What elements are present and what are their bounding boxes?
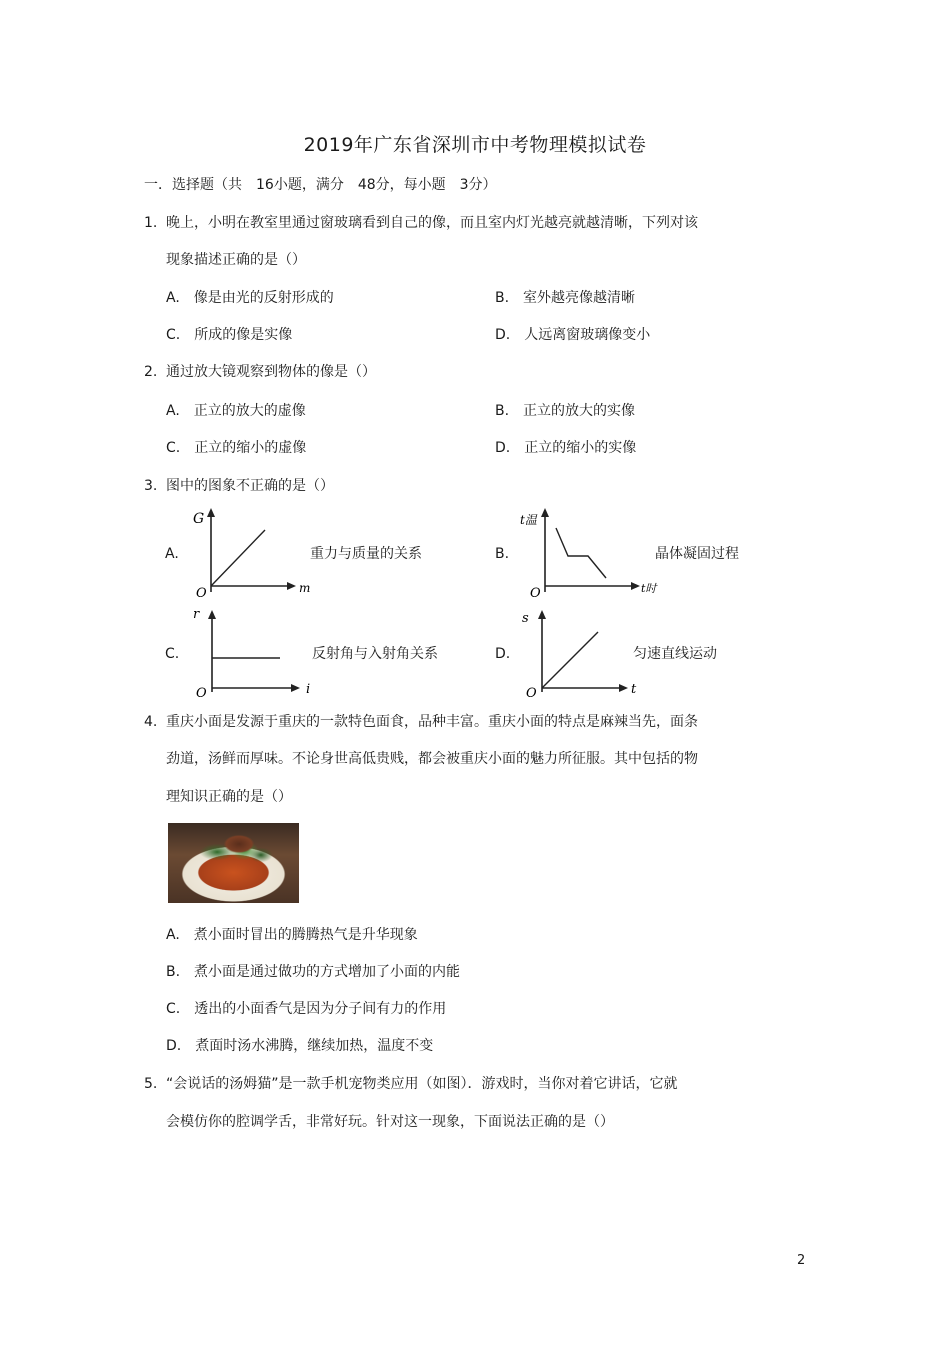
question-4-text-line-2: 劲道，汤鲜而厚味。不论身世高低贵贱，都会被重庆小面的魅力所征服。其中包括的物 [166, 751, 698, 767]
graph-a-y-arrow-icon [207, 508, 215, 517]
question-1-text-line-2: 现象描述正确的是（） [166, 252, 306, 268]
graph-c-y-axis-label: r [193, 607, 200, 622]
question-1-number: 1. [144, 215, 158, 231]
graph-c-x-arrow-icon [291, 684, 300, 692]
question-1-option-b: B. 室外越亮像越清晰 [495, 290, 636, 306]
noodle-meat [224, 835, 254, 853]
question-4-option-b: B. 煮小面是通过做功的方式增加了小面的内能 [166, 964, 461, 980]
question-4-number: 4. [144, 714, 158, 730]
graph-c-y-arrow-icon [208, 610, 216, 619]
graph-b-y-arrow-icon [541, 508, 549, 517]
page-title: 2019年广东省深圳市中考物理模拟试卷 [303, 134, 647, 156]
graph-d-line [542, 632, 598, 688]
graph-c-caption: 反射角与入射角关系 [312, 646, 438, 662]
question-3-text-line-1: 图中的图象不正确的是（） [166, 478, 334, 494]
question-4-text-line-1: 重庆小面是发源于重庆的一款特色面食，品种丰富。重庆小面的特点是麻辣当先，面条 [166, 714, 698, 730]
question-3-number: 3. [144, 478, 158, 494]
graph-b-caption: 晶体凝固过程 [655, 546, 739, 562]
graph-a-gravity-mass [190, 506, 315, 598]
graph-a-x-arrow-icon [287, 582, 296, 590]
graph-d-y-axis-label: s [522, 611, 529, 626]
question-2-option-c: C. 正立的缩小的虚像 [166, 440, 307, 456]
noodle-bowl-photo [168, 823, 299, 903]
question-4-text-line-3: 理知识正确的是（） [166, 789, 292, 805]
graph-d-caption: 匀速直线运动 [633, 646, 717, 662]
graph-d-origin-label: O [526, 686, 537, 698]
graph-b-y-axis-label: t温 [520, 513, 537, 527]
question-2-option-d: D. 正立的缩小的实像 [495, 440, 637, 456]
graph-d-x-arrow-icon [619, 684, 628, 692]
section-heading: 一．选择题（共 16小题，满分 48分，每小题 3分） [144, 177, 497, 193]
graph-c-origin-label: O [196, 686, 207, 698]
page-number: 2 [797, 1253, 806, 1268]
graph-b-label: B. [495, 546, 510, 562]
graph-b-solidification [518, 506, 660, 598]
question-2-option-a: A. 正立的放大的虚像 [166, 403, 306, 419]
question-5-text-line-1: “会说话的汤姆猫”是一款手机宠物类应用（如图）．游戏时，当你对着它讲话，它就 [166, 1076, 678, 1092]
question-1-option-c: C. 所成的像是实像 [166, 327, 293, 343]
question-4-option-a: A. 煮小面时冒出的腾腾热气是升华现象 [166, 927, 418, 943]
question-2-text-line-1: 通过放大镜观察到物体的像是（） [166, 364, 376, 380]
graph-d-x-axis-label: t [631, 682, 637, 697]
question-4-option-d: D. 煮面时汤水沸腾，继续加热，温度不变 [166, 1038, 434, 1054]
graph-b-x-axis-label: t时 [641, 582, 657, 595]
graph-d-uniform-motion [520, 604, 650, 698]
graph-b-origin-label: O [530, 586, 541, 598]
graph-b-x-arrow-icon [631, 582, 640, 590]
graph-c-reflection [190, 604, 320, 698]
question-1-option-d: D. 人远离窗玻璃像变小 [495, 327, 651, 343]
graph-d-y-arrow-icon [538, 610, 546, 619]
question-2-option-b: B. 正立的放大的实像 [495, 403, 636, 419]
graph-a-line [211, 530, 265, 586]
question-4-option-c: C. 透出的小面香气是因为分子间有力的作用 [166, 1001, 447, 1017]
graph-a-y-axis-label: G [193, 511, 205, 527]
question-5-number: 5. [144, 1076, 158, 1092]
graph-a-label: A. [165, 546, 179, 562]
question-5-text-line-2: 会模仿你的腔调学舌，非常好玩。针对这一现象，下面说法正确的是（） [166, 1114, 614, 1130]
question-2-number: 2. [144, 364, 158, 380]
graph-c-label: C. [165, 646, 180, 662]
graph-a-origin-label: O [196, 586, 207, 598]
graph-b-line [556, 528, 606, 578]
graph-a-x-axis-label: m [299, 581, 311, 595]
graph-a-caption: 重力与质量的关系 [310, 546, 422, 562]
question-1-text-line-1: 晚上，小明在教室里通过窗玻璃看到自己的像，而且室内灯光越亮就越清晰，下列对该 [166, 215, 698, 231]
graph-c-x-axis-label: i [306, 682, 311, 697]
question-1-option-a: A. 像是由光的反射形成的 [166, 290, 334, 306]
graph-d-label: D. [495, 646, 511, 662]
